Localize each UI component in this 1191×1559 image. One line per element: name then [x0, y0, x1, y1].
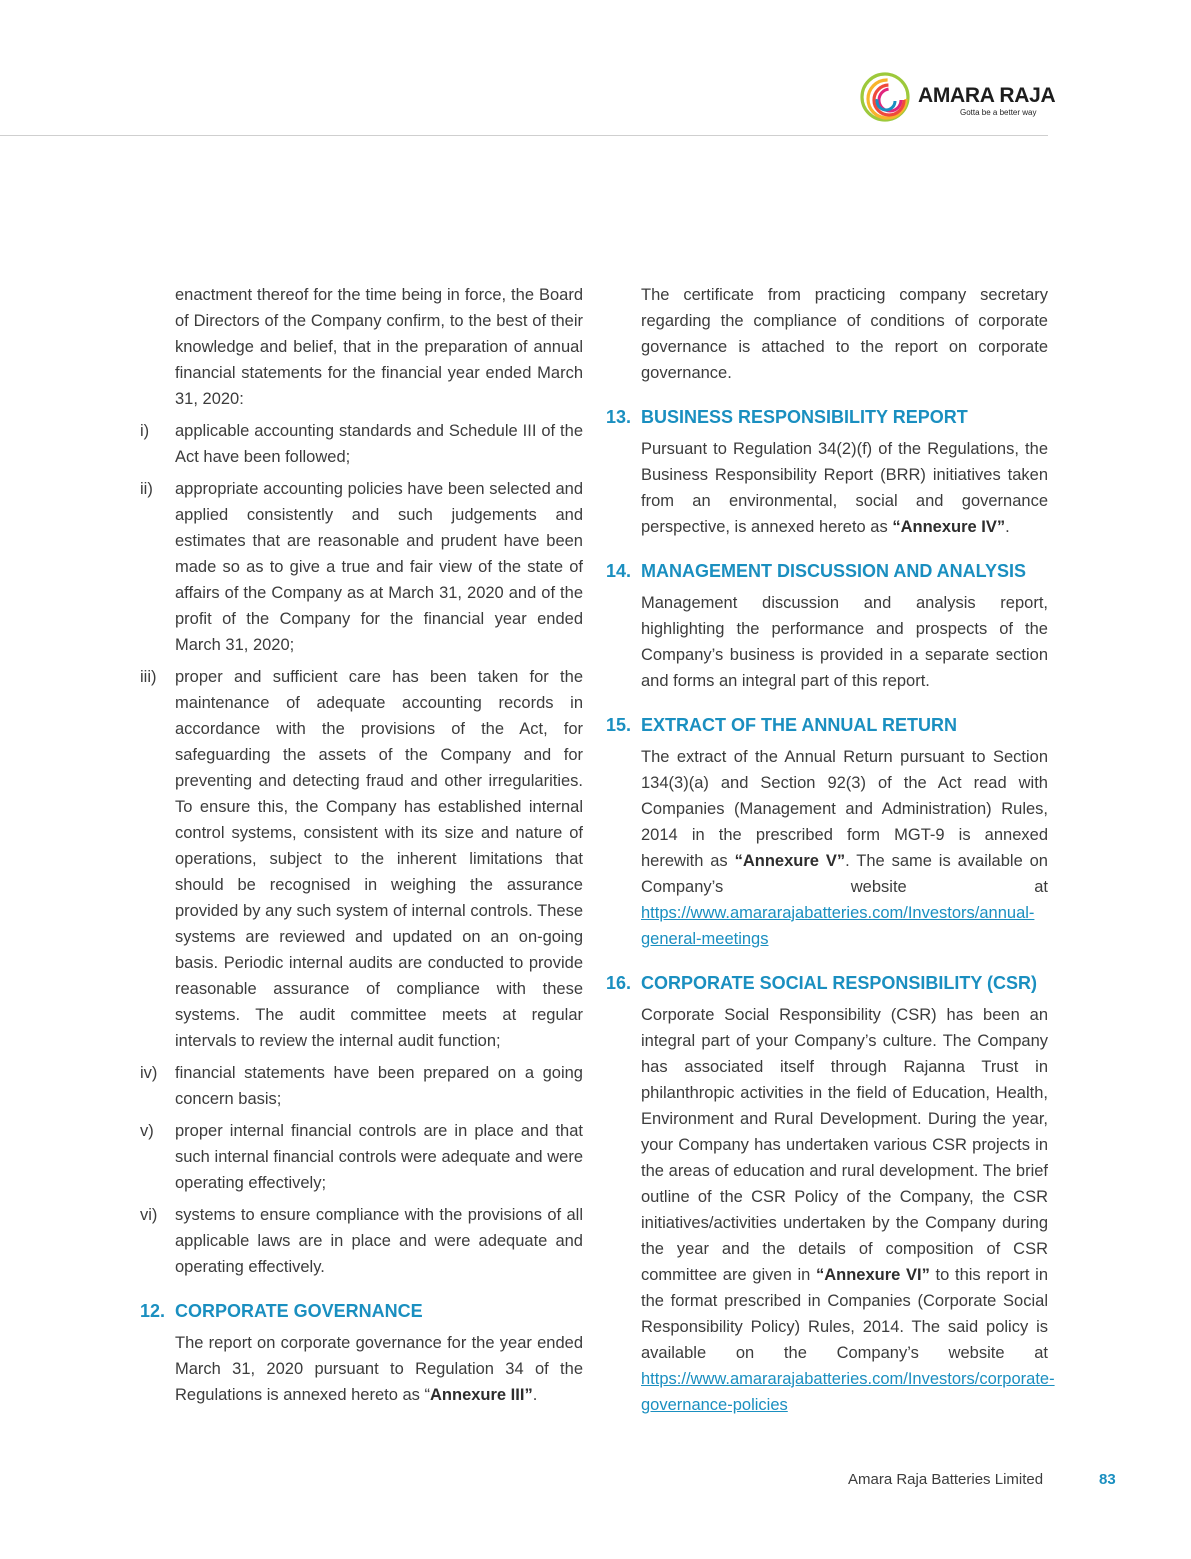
list-number: ii) [140, 480, 153, 498]
section-body [606, 436, 1048, 540]
section-heading [606, 558, 1048, 584]
section-body [140, 1330, 583, 1408]
section-body [606, 744, 1048, 952]
list-item [140, 1202, 583, 1280]
body-text: The extract of the Annual Return pursuant to Section 134(3)(a) and Section 92(3) of the Act read with Companies (Management and Administration) Rules, 2014 in the prescribed form MGT-9 is annexed herewith as [641, 748, 1048, 870]
section-body [606, 1002, 1055, 1418]
intro-paragraph: enactment thereof for the time being in force, the Board of Directors of the Company confirm, to the best of their knowledge and belief, that in the preparation of annual financial statements for the financial year ended March 31, 2020: [175, 286, 583, 408]
section-heading [606, 970, 1048, 996]
body-text: The report on corporate governance for the year ended March 31, 2020 pursuant to Regulation 34 of the Regulations is annexed hereto as “ [175, 1334, 583, 1404]
section-number: 14. [606, 561, 632, 581]
list-item [140, 1118, 583, 1196]
body-text: . [532, 1386, 538, 1404]
list-item [140, 1060, 583, 1112]
section-number: 16. [606, 973, 632, 993]
annexure-ref: “Annexure IV” [892, 518, 1006, 536]
list-item-text: systems to ensure compliance with the provisions of all applicable laws are in place and were adequate and operating effectively. [175, 1206, 583, 1276]
body-text: . [1005, 518, 1010, 536]
body-text: Pursuant to Regulation 34(2)(f) of the Regulations, the Business Responsibility Report (BRR) initiatives taken from an environmental, social and governance perspective, is annexed hereto as [641, 440, 1048, 536]
section-corporate-governance [140, 1298, 583, 1408]
footer-company-name: Amara Raja Batteries Limited [848, 1471, 1044, 1488]
list-number: v) [140, 1122, 154, 1140]
annexure-ref: “Annexure V” [734, 852, 846, 870]
section-number: 12. [140, 1301, 166, 1321]
company-logo [858, 70, 1058, 126]
section-title: MANAGEMENT DISCUSSION AND ANALYSIS [641, 561, 1027, 581]
annexure-ref: Annexure III” [430, 1386, 533, 1404]
list-number: iv) [140, 1064, 158, 1082]
list-item [140, 418, 583, 470]
section-title: CORPORATE GOVERNANCE [175, 1301, 423, 1321]
csr-policy-link[interactable]: https://www.amararajabatteries.com/Investors/corporate-governance-policies [641, 1370, 1055, 1414]
section-title: EXTRACT OF THE ANNUAL RETURN [641, 715, 957, 735]
section-management-discussion [606, 558, 1048, 694]
body-text: . The same is available on Company’s website at [641, 852, 1048, 896]
annexure-ref: “Annexure VI” [815, 1266, 930, 1284]
section-title: CORPORATE SOCIAL RESPONSIBILITY (CSR) [641, 973, 1038, 993]
page-number: 83 [1099, 1471, 1116, 1488]
swirl-logo-icon [858, 70, 914, 126]
header-divider [0, 135, 1048, 136]
section-heading [606, 404, 1048, 430]
logo-tagline: Gotta be a better way [960, 108, 1037, 117]
list-item [140, 476, 583, 658]
list-item-text: financial statements have been prepared on a going concern basis; [175, 1064, 583, 1108]
section-heading [140, 1298, 583, 1324]
list-number: vi) [140, 1206, 158, 1224]
section-business-responsibility [606, 404, 1048, 540]
section-number: 15. [606, 715, 632, 735]
list-item [140, 664, 583, 1054]
agm-link[interactable]: https://www.amararajabatteries.com/Investors/annual-general-meetings [641, 904, 1035, 948]
section-csr [606, 970, 1055, 1418]
governance-certificate-paragraph: The certificate from practicing company secretary regarding the compliance of conditions of corporate governance is attached to the report on corporate governance. [641, 286, 1048, 382]
list-item-text: appropriate accounting policies have been selected and applied consistently and such judgements and estimates that are reasonable and prudent have been made so as to give a true and fair view of the state of affairs of the Company as at March 31, 2020 and of the profit of the Company for the financial year ended March 31, 2020; [175, 480, 583, 654]
section-number: 13. [606, 407, 632, 427]
body-text: Corporate Social Responsibility (CSR) has been an integral part of your Company’s culture. The Company has associated itself through Rajanna Trust in philanthropic activities in the field of Education, Health, Environment and Rural Development. During the year, your Company has undertaken various CSR projects in the areas of education and rural development. The brief outline of the CSR Policy of the Company, the CSR initiatives/activities undertaken by the Company during the year and the details of composition of CSR committee are given in [641, 1006, 1048, 1284]
section-annual-return [606, 712, 1048, 952]
section-body: Management discussion and analysis report, highlighting the performance and prospects of the Company’s business is provided in a separate section and forms an integral part of this report. [641, 594, 1048, 690]
right-column [606, 282, 1055, 1418]
logo-wordmark: AMARA RAJA [918, 84, 1056, 107]
section-heading [606, 712, 1048, 738]
left-column [140, 282, 583, 1408]
list-item-text: proper internal financial controls are in place and that such internal financial controls were adequate and were operating effectively; [175, 1122, 583, 1192]
list-item-text: proper and sufficient care has been taken for the maintenance of adequate accounting records in accordance with the provisions of the Act, for safeguarding the assets of the Company and for preventing and detecting fraud and other irregularities. To ensure this, the Company has established internal control systems, consistent with its size and nature of operations, subject to the inherent limitations that should be recognised in weighing the assurance provided by any such system of internal controls. These systems are reviewed and updated on an on-going basis. Periodic internal audits are conducted to provide reasonable assurance of compliance with these systems. The audit committee meets at regular intervals to review the internal audit function; [175, 668, 583, 1050]
section-title: BUSINESS RESPONSIBILITY REPORT [641, 407, 968, 427]
list-number: i) [140, 422, 150, 440]
list-number: iii) [140, 668, 157, 686]
body-text: to this report in the format prescribed in Companies (Corporate Social Responsibility Policy) Rules, 2014. The said policy is available on the Company’s website at [641, 1266, 1048, 1362]
list-item-text: applicable accounting standards and Schedule III of the Act have been followed; [175, 422, 583, 466]
